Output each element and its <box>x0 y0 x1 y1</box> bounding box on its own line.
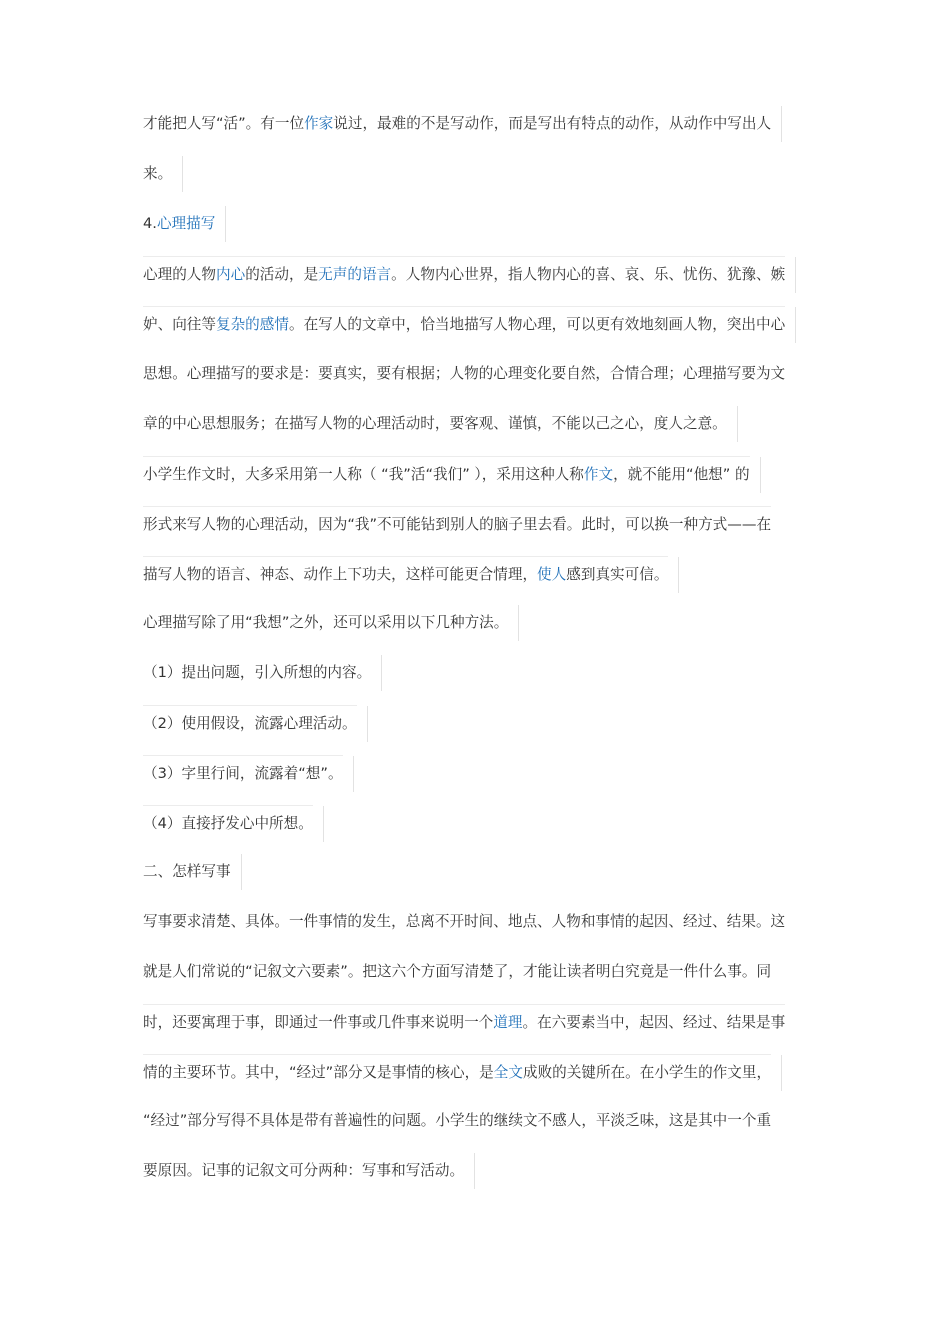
text-run: （1）提出问题，引入所想的内容。 <box>143 664 372 681</box>
list-item <box>143 655 371 691</box>
text-line <box>143 156 172 192</box>
list-item <box>143 755 343 792</box>
text-line <box>143 306 785 343</box>
text-run: 的活动，是 <box>245 266 319 283</box>
text-run: 说过，最难的不是写动作，而是写出有特点的动作，从动作中写出人 <box>333 115 772 132</box>
link-xinli-miaoxie[interactable]: 心理描写 <box>156 215 216 232</box>
text-run: （2）使用假设，流露心理活动。 <box>143 715 357 732</box>
text-line <box>143 1004 785 1041</box>
text-line <box>143 406 727 442</box>
text-line <box>143 556 668 593</box>
text-run: 描写人物的语言、神态、动作上下功夫，这样可能更合情理， <box>143 566 538 583</box>
text-line <box>143 1054 771 1091</box>
text-run: 来。 <box>143 165 173 182</box>
link-wusheng-de-yuyan[interactable]: 无声的语言 <box>318 266 392 283</box>
text-run: 妒、向往等 <box>143 316 216 333</box>
text-run: （3）字里行间，流露着“想”。 <box>143 765 343 782</box>
text-run: 。在六要素当中，起因、经过、结果是事 <box>522 1014 786 1031</box>
text-line <box>143 356 785 392</box>
text-run: 二、怎样写事 <box>143 863 231 880</box>
text-run: 感到真实可信。 <box>566 566 669 583</box>
link-shiren[interactable]: 使人 <box>537 566 567 583</box>
text-run: ，就不能用“他想” 的 <box>613 466 750 483</box>
text-line <box>143 456 750 493</box>
text-run: 情的主要环节。其中，“经过”部分又是事情的核心，是 <box>143 1064 494 1081</box>
text-run: 小学生作文时，大多采用第一人称（ “我”活“我们” ），采用这种人称 <box>143 466 584 483</box>
text-line <box>143 1103 771 1139</box>
text-run: （4）直接抒发心中所想。 <box>143 815 313 832</box>
text-line <box>143 954 771 990</box>
text-run: 心理的人物 <box>143 266 216 283</box>
text-line <box>143 605 508 641</box>
text-run: 才能把人写“活”。有一位 <box>143 115 305 132</box>
text-run: “经过”部分写得不具体是带有普遍性的问题。小学生的继续文不感人，平淡乏味，这是其中一个重 <box>143 1112 772 1129</box>
text-run: 4. <box>143 215 157 232</box>
text-run: 就是人们常说的“记叙文六要素”。把这六个方面写清楚了，才能让读者明白究竟是一件什么事。同 <box>143 963 772 980</box>
section-heading-psychology <box>143 206 215 242</box>
text-run: 时，还要寓理于事，即通过一件事或几件事来说明一个 <box>143 1014 494 1031</box>
text-run: 思想。心理描写的要求是：要真实，要有根据；人物的心理变化要自然，合情合理；心理描写要为文 <box>143 365 786 382</box>
text-line <box>143 506 771 543</box>
link-fuza-de-ganqing[interactable]: 复杂的感情 <box>215 316 289 333</box>
text-run: 写事要求清楚、具体。一件事情的发生，总离不开时间、地点、人物和事情的起因、经过、结果。这 <box>143 913 786 930</box>
list-item <box>143 705 357 742</box>
text-run: 章的中心思想服务；在描写人物的心理活动时，要客观、谨慎，不能以己之心，度人之意。 <box>143 415 727 432</box>
link-zuowen[interactable]: 作文 <box>583 466 614 483</box>
link-zuojia[interactable]: 作家 <box>304 115 334 132</box>
list-item <box>143 805 313 842</box>
text-run: 。在写人的文章中，恰当地描写人物心理，可以更有效地刻画人物，突出中心 <box>288 316 786 333</box>
text-run: 心理描写除了用“我想”之外，还可以采用以下几种方法。 <box>143 614 509 631</box>
text-line <box>143 106 771 142</box>
text-line <box>143 256 785 293</box>
link-daoli[interactable]: 道理 <box>493 1014 523 1031</box>
text-run: 形式来写人物的心理活动，因为“我”不可能钻到别人的脑子里去看。此时，可以换一种方式——在 <box>143 516 772 533</box>
section-heading-narrative <box>143 854 231 890</box>
text-run: 成败的关键所在。在小学生的作文里， <box>522 1064 772 1081</box>
text-line <box>143 1153 464 1189</box>
link-neixin[interactable]: 内心 <box>215 266 246 283</box>
text-line <box>143 904 785 940</box>
link-quanwen[interactable]: 全文 <box>493 1064 523 1081</box>
text-run: 。人物内心世界，指人物内心的喜、哀、乐、忧伤、犹豫、嫉 <box>391 266 786 283</box>
text-run: 要原因。记事的记叙文可分两种：写事和写活动。 <box>143 1162 465 1179</box>
